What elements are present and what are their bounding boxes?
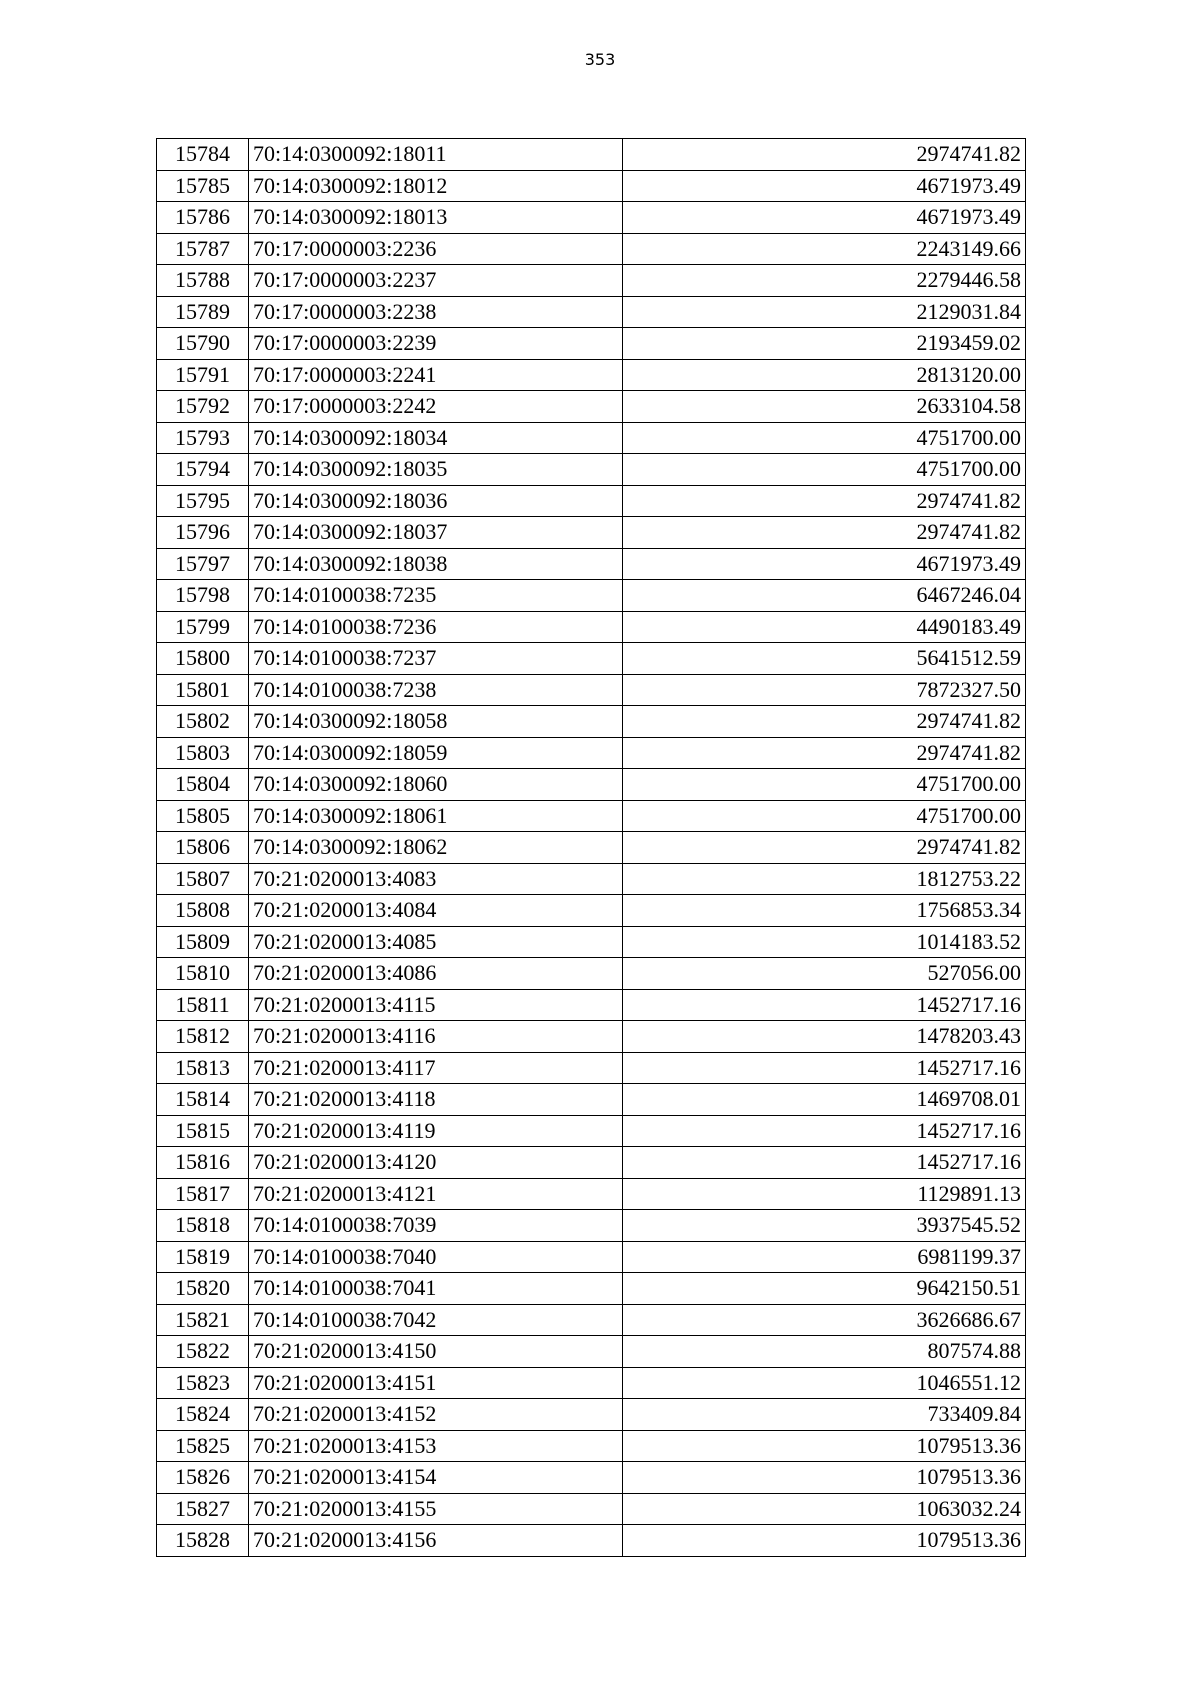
table-row (157, 769, 1026, 801)
table-row (157, 580, 1026, 612)
cadastral-value: 1063032.24 (623, 1493, 1026, 1525)
cadastral-number: 70:21:0200013:4085 (249, 926, 623, 958)
table-row (157, 548, 1026, 580)
cadastral-number: 70:21:0200013:4155 (249, 1493, 623, 1525)
cadastral-number: 70:14:0300092:18058 (249, 706, 623, 738)
row-number: 15803 (157, 737, 249, 769)
cadastral-number: 70:21:0200013:4086 (249, 958, 623, 990)
cadastral-value: 1469708.01 (623, 1084, 1026, 1116)
table-row (157, 202, 1026, 234)
cadastral-number: 70:14:0100038:7039 (249, 1210, 623, 1242)
cadastral-number: 70:14:0100038:7040 (249, 1241, 623, 1273)
row-number: 15805 (157, 800, 249, 832)
row-number: 15804 (157, 769, 249, 801)
cadastral-number: 70:21:0200013:4119 (249, 1115, 623, 1147)
row-number: 15784 (157, 139, 249, 171)
row-number: 15798 (157, 580, 249, 612)
row-number: 15791 (157, 359, 249, 391)
cadastral-number: 70:14:0300092:18037 (249, 517, 623, 549)
cadastral-number: 70:21:0200013:4121 (249, 1178, 623, 1210)
row-number: 15813 (157, 1052, 249, 1084)
table-row (157, 1241, 1026, 1273)
table-row (157, 706, 1026, 738)
row-number: 15794 (157, 454, 249, 486)
row-number: 15810 (157, 958, 249, 990)
row-number: 15797 (157, 548, 249, 580)
cadastral-value: 2974741.82 (623, 737, 1026, 769)
table-row (157, 674, 1026, 706)
table-row (157, 170, 1026, 202)
table-row (157, 611, 1026, 643)
cadastral-number: 70:21:0200013:4151 (249, 1367, 623, 1399)
cadastral-number: 70:14:0100038:7236 (249, 611, 623, 643)
cadastral-value: 2243149.66 (623, 233, 1026, 265)
table-row (157, 485, 1026, 517)
row-number: 15818 (157, 1210, 249, 1242)
row-number: 15823 (157, 1367, 249, 1399)
cadastral-value: 6467246.04 (623, 580, 1026, 612)
table-row (157, 832, 1026, 864)
table-row (157, 1493, 1026, 1525)
cadastral-number: 70:21:0200013:4120 (249, 1147, 623, 1179)
table-row (157, 1021, 1026, 1053)
cadastral-value: 4751700.00 (623, 454, 1026, 486)
cadastral-value: 3937545.52 (623, 1210, 1026, 1242)
table-row (157, 1147, 1026, 1179)
row-number: 15801 (157, 674, 249, 706)
cadastral-number: 70:17:0000003:2241 (249, 359, 623, 391)
row-number: 15817 (157, 1178, 249, 1210)
cadastral-number: 70:14:0300092:18061 (249, 800, 623, 832)
cadastral-value: 2633104.58 (623, 391, 1026, 423)
row-number: 15824 (157, 1399, 249, 1431)
cadastral-number: 70:14:0100038:7237 (249, 643, 623, 675)
row-number: 15815 (157, 1115, 249, 1147)
table-row (157, 737, 1026, 769)
cadastral-value: 4751700.00 (623, 422, 1026, 454)
row-number: 15825 (157, 1430, 249, 1462)
table-row (157, 1273, 1026, 1305)
table-row (157, 454, 1026, 486)
row-number: 15826 (157, 1462, 249, 1494)
cadastral-value: 1046551.12 (623, 1367, 1026, 1399)
table-row (157, 1462, 1026, 1494)
row-number: 15807 (157, 863, 249, 895)
cadastral-number: 70:14:0300092:18062 (249, 832, 623, 864)
table-row (157, 1084, 1026, 1116)
cadastral-number: 70:21:0200013:4115 (249, 989, 623, 1021)
cadastral-number: 70:14:0300092:18013 (249, 202, 623, 234)
row-number: 15816 (157, 1147, 249, 1179)
row-number: 15785 (157, 170, 249, 202)
cadastral-value: 6981199.37 (623, 1241, 1026, 1273)
cadastral-value: 7872327.50 (623, 674, 1026, 706)
table-row (157, 391, 1026, 423)
table-row (157, 1115, 1026, 1147)
cadastral-number: 70:21:0200013:4116 (249, 1021, 623, 1053)
cadastral-value: 9642150.51 (623, 1273, 1026, 1305)
table-row (157, 1430, 1026, 1462)
cadastral-value: 4751700.00 (623, 769, 1026, 801)
cadastral-number: 70:14:0300092:18036 (249, 485, 623, 517)
row-number: 15795 (157, 485, 249, 517)
cadastral-value: 1079513.36 (623, 1462, 1026, 1494)
row-number: 15799 (157, 611, 249, 643)
table-row (157, 895, 1026, 927)
cadastral-value: 1129891.13 (623, 1178, 1026, 1210)
cadastral-number: 70:14:0300092:18059 (249, 737, 623, 769)
cadastral-value: 4671973.49 (623, 170, 1026, 202)
cadastral-number: 70:21:0200013:4117 (249, 1052, 623, 1084)
cadastral-number: 70:14:0300092:18060 (249, 769, 623, 801)
cadastral-value: 1452717.16 (623, 1147, 1026, 1179)
cadastral-number: 70:14:0100038:7235 (249, 580, 623, 612)
row-number: 15820 (157, 1273, 249, 1305)
row-number: 15828 (157, 1525, 249, 1557)
cadastral-number: 70:21:0200013:4150 (249, 1336, 623, 1368)
row-number: 15806 (157, 832, 249, 864)
row-number: 15808 (157, 895, 249, 927)
cadastral-value: 2974741.82 (623, 517, 1026, 549)
row-number: 15788 (157, 265, 249, 297)
cadastral-number: 70:14:0100038:7238 (249, 674, 623, 706)
cadastral-value: 2813120.00 (623, 359, 1026, 391)
cadastral-number: 70:17:0000003:2236 (249, 233, 623, 265)
row-number: 15802 (157, 706, 249, 738)
cadastral-value: 807574.88 (623, 1336, 1026, 1368)
row-number: 15793 (157, 422, 249, 454)
table-row (157, 989, 1026, 1021)
table-row (157, 139, 1026, 171)
table-row (157, 863, 1026, 895)
row-number: 15819 (157, 1241, 249, 1273)
cadastral-value: 2279446.58 (623, 265, 1026, 297)
cadastral-number: 70:14:0300092:18035 (249, 454, 623, 486)
cadastral-number: 70:14:0100038:7041 (249, 1273, 623, 1305)
cadastral-value: 4671973.49 (623, 548, 1026, 580)
table-row (157, 1052, 1026, 1084)
table-row (157, 422, 1026, 454)
table-row (157, 1399, 1026, 1431)
table-row (157, 359, 1026, 391)
table-row (157, 800, 1026, 832)
row-number: 15786 (157, 202, 249, 234)
cadastral-value: 1079513.36 (623, 1525, 1026, 1557)
cadastral-value: 1756853.34 (623, 895, 1026, 927)
cadastral-value: 2129031.84 (623, 296, 1026, 328)
row-number: 15790 (157, 328, 249, 360)
row-number: 15811 (157, 989, 249, 1021)
table-row (157, 926, 1026, 958)
table-row (157, 517, 1026, 549)
cadastral-number: 70:14:0300092:18012 (249, 170, 623, 202)
cadastral-number: 70:17:0000003:2238 (249, 296, 623, 328)
cadastral-value: 733409.84 (623, 1399, 1026, 1431)
cadastral-value: 1812753.22 (623, 863, 1026, 895)
cadastral-number: 70:21:0200013:4154 (249, 1462, 623, 1494)
cadastral-number: 70:17:0000003:2237 (249, 265, 623, 297)
row-number: 15812 (157, 1021, 249, 1053)
table-row (157, 296, 1026, 328)
cadastral-number: 70:14:0300092:18038 (249, 548, 623, 580)
cadastral-value: 1452717.16 (623, 1052, 1026, 1084)
cadastral-number: 70:21:0200013:4083 (249, 863, 623, 895)
row-number: 15800 (157, 643, 249, 675)
cadastral-number: 70:17:0000003:2239 (249, 328, 623, 360)
row-number: 15787 (157, 233, 249, 265)
cadastral-value: 1452717.16 (623, 989, 1026, 1021)
row-number: 15821 (157, 1304, 249, 1336)
table-body (157, 139, 1026, 1557)
cadastral-value: 4490183.49 (623, 611, 1026, 643)
cadastral-value: 2974741.82 (623, 139, 1026, 171)
cadastral-number: 70:21:0200013:4084 (249, 895, 623, 927)
cadastral-value: 2974741.82 (623, 832, 1026, 864)
cadastral-value-table (156, 138, 1026, 1557)
cadastral-value: 1452717.16 (623, 1115, 1026, 1147)
cadastral-number: 70:17:0000003:2242 (249, 391, 623, 423)
table-row (157, 328, 1026, 360)
table-row (157, 1525, 1026, 1557)
cadastral-number: 70:14:0300092:18034 (249, 422, 623, 454)
cadastral-number: 70:21:0200013:4156 (249, 1525, 623, 1557)
cadastral-value: 527056.00 (623, 958, 1026, 990)
table-row (157, 1304, 1026, 1336)
cadastral-value: 4751700.00 (623, 800, 1026, 832)
cadastral-value: 3626686.67 (623, 1304, 1026, 1336)
table-row (157, 1178, 1026, 1210)
table-row (157, 643, 1026, 675)
cadastral-value: 1014183.52 (623, 926, 1026, 958)
cadastral-value: 4671973.49 (623, 202, 1026, 234)
cadastral-value: 2974741.82 (623, 485, 1026, 517)
row-number: 15822 (157, 1336, 249, 1368)
cadastral-value: 2974741.82 (623, 706, 1026, 738)
row-number: 15814 (157, 1084, 249, 1116)
table-row (157, 1367, 1026, 1399)
row-number: 15792 (157, 391, 249, 423)
cadastral-number: 70:21:0200013:4118 (249, 1084, 623, 1116)
cadastral-number: 70:21:0200013:4153 (249, 1430, 623, 1462)
cadastral-number: 70:14:0300092:18011 (249, 139, 623, 171)
page-number: 353 (584, 50, 616, 69)
cadastral-value: 1478203.43 (623, 1021, 1026, 1053)
cadastral-number: 70:21:0200013:4152 (249, 1399, 623, 1431)
table-row (157, 1336, 1026, 1368)
row-number: 15796 (157, 517, 249, 549)
cadastral-value: 1079513.36 (623, 1430, 1026, 1462)
table-row (157, 265, 1026, 297)
row-number: 15827 (157, 1493, 249, 1525)
table-row (157, 1210, 1026, 1242)
cadastral-number: 70:14:0100038:7042 (249, 1304, 623, 1336)
cadastral-value: 2193459.02 (623, 328, 1026, 360)
table-row (157, 233, 1026, 265)
table-row (157, 958, 1026, 990)
row-number: 15789 (157, 296, 249, 328)
row-number: 15809 (157, 926, 249, 958)
cadastral-value: 5641512.59 (623, 643, 1026, 675)
